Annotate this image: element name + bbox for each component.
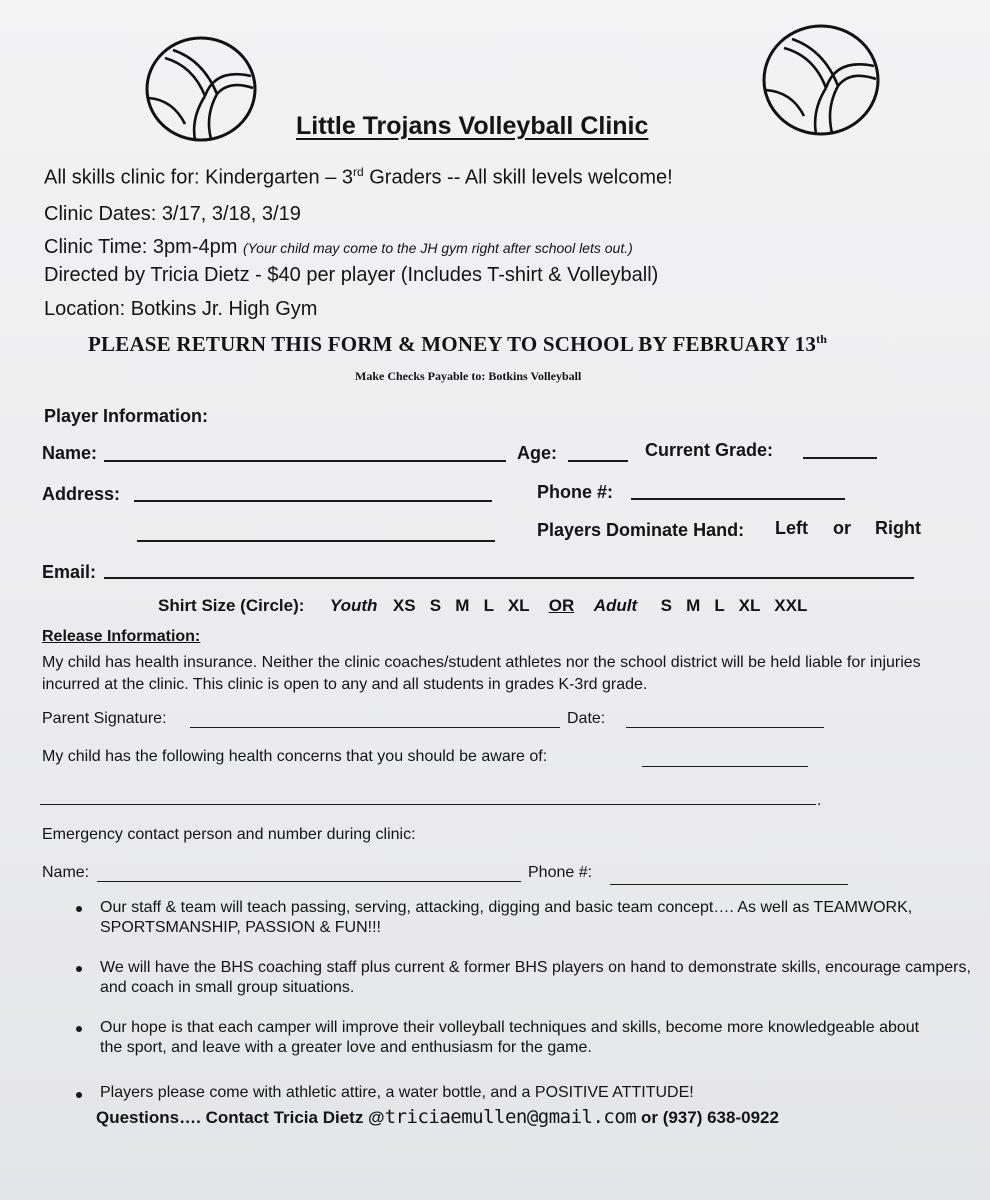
health-concerns-field-2[interactable] [40,804,816,805]
address-field-2[interactable] [137,540,495,542]
bullet-icon [76,906,82,912]
address-field-1[interactable] [134,500,492,502]
release-text: My child has health insurance. Neither the clinic coaches/student athletes nor the school district will be held liable for injuries incurred at the clinic. This clinic is open to any and all students in grades K-3rd grade. [42,654,921,693]
list-item: Players please come with athletic attire, a water bottle, and a POSITIVE ATTITUDE! [100,1084,694,1101]
hand-option-right[interactable]: Right [875,518,921,538]
page-title: Little Trojans Volleyball Clinic [296,112,649,140]
shirt-size-row [158,596,807,616]
date-label: Date: [567,710,606,727]
list-item: We will have the BHS coaching staff plus current & former BHS players on hand to demonstrate skills, encourage campers, and coach in small group situations. [100,959,971,996]
checks-payable-note: Make Checks Payable to: Botkins Volleyball [355,369,582,383]
player-info-heading: Player Information: [44,406,209,426]
adult-label: Adult [593,596,638,615]
shirt-or: OR [548,596,575,615]
clinic-grades-line: All skills clinic for: Kindergarten – 3rd Graders -- All skill levels welcome! [44,165,673,189]
emergency-phone-field[interactable] [610,884,848,885]
health-concerns-label: My child has the following health concerns that you should be aware of: [42,748,548,765]
list-item: Our staff & team will teach passing, serving, attacking, digging and basic team concept…. As well as TEAMWORK, SPORTSMANSHIP, PASSION & FUN!!! [100,899,913,936]
shirt-size-label: Shirt Size (Circle): [158,596,305,615]
current-grade-field[interactable] [803,457,877,459]
release-heading: Release Information: [42,628,201,645]
age-label: Age: [517,443,557,463]
adult-sizes[interactable]: S M L XL XXL [660,596,808,615]
clinic-director-fee: Directed by Tricia Dietz - $40 per player (Includes T-shirt & Volleyball) [44,264,659,286]
contact-email[interactable]: triciaemullen@gmail.com [384,1106,637,1128]
list-item: Our hope is that each camper will improve their volleyball techniques and skills, become more knowledgeable about the sport, and leave with a greater love and enthusiasm for the game. [100,1019,920,1056]
bullet-icon [76,1026,82,1032]
name-field[interactable] [104,460,506,462]
parent-signature-field[interactable] [190,727,560,728]
hand-option-left[interactable]: Left [775,518,808,538]
clinic-time: Clinic Time: 3pm-4pm (Your child may come to the JH gym right after school lets out.) [44,236,633,258]
hand-or-text: or [833,518,851,538]
emergency-phone-label: Phone #: [528,864,593,881]
contact-phone: or (937) 638-0922 [636,1108,779,1127]
email-field[interactable] [104,577,914,579]
contact-line [96,1106,779,1128]
emergency-contact-label: Emergency contact person and number during clinic: [42,826,416,843]
address-label: Address: [42,484,121,504]
volleyball-icon [762,24,880,136]
contact-label: Questions…. Contact Tricia Dietz @ [96,1108,385,1127]
phone-label: Phone #: [537,482,614,502]
health-concerns-field-1[interactable] [642,766,808,767]
clinic-dates: Clinic Dates: 3/17, 3/18, 3/19 [44,203,301,225]
volleyball-icon [145,36,257,142]
bullet-icon [76,966,82,972]
health-line-end: . [817,792,822,809]
name-label: Name: [42,443,98,463]
age-field[interactable] [568,460,628,462]
parent-signature-label: Parent Signature: [42,710,167,727]
emergency-name-field[interactable] [97,881,521,882]
bullet-icon [76,1092,82,1098]
youth-sizes[interactable]: XS S M L XL [392,596,530,615]
youth-label: Youth [329,596,378,615]
return-form-notice: PLEASE RETURN THIS FORM & MONEY TO SCHOOL BY FEBRUARY 13th [88,332,828,356]
clinic-location: Location: Botkins Jr. High Gym [44,298,318,320]
date-field[interactable] [626,727,824,728]
emergency-name-label: Name: [42,864,90,881]
email-label: Email: [42,562,97,582]
dominant-hand-label: Players Dominate Hand: [537,520,745,540]
phone-field[interactable] [631,498,845,500]
current-grade-label: Current Grade: [645,440,774,460]
